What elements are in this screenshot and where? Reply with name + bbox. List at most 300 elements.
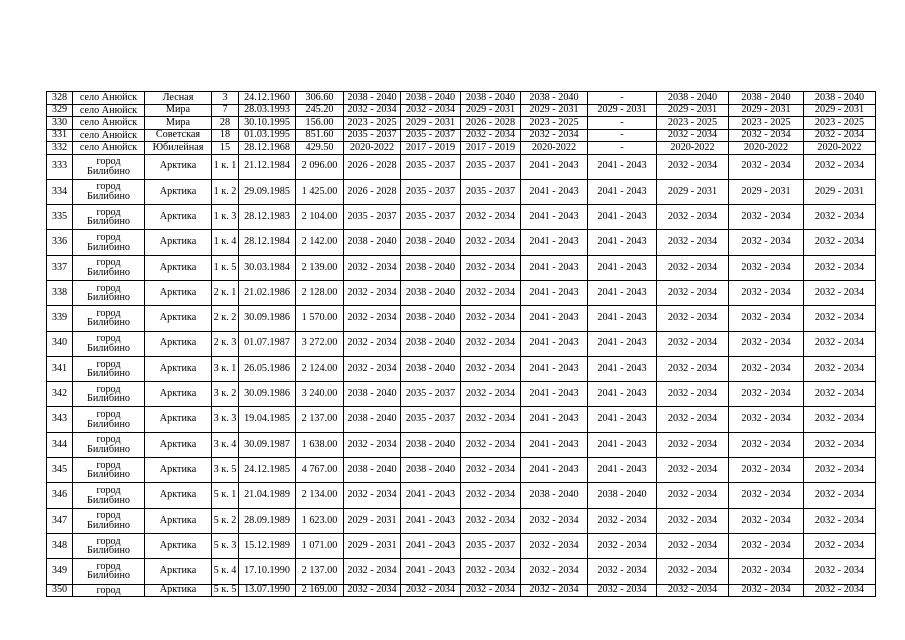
row-number-cell: 350	[47, 584, 73, 597]
house-number-cell: 5 к. 4	[212, 559, 239, 584]
table-row	[47, 533, 876, 558]
table-row	[47, 508, 876, 533]
repair-period-cell-4: 2020-2022	[521, 142, 588, 155]
repair-period-cell-8: 2032 - 2034	[804, 230, 876, 255]
house-number-cell: 5 к. 3	[212, 533, 239, 558]
repair-period-cell-8: 2032 - 2034	[804, 356, 876, 381]
settlement-cell: село Анюйск	[73, 129, 145, 142]
street-cell: Арктика	[145, 331, 212, 356]
repair-period-cell-3: 2032 - 2034	[461, 407, 521, 432]
repair-period-cell-5: 2041 - 2043	[588, 458, 657, 483]
document-page	[46, 91, 876, 597]
house-number-cell: 2 к. 1	[212, 280, 239, 305]
table-row	[47, 382, 876, 407]
repair-period-cell-4: 2032 - 2034	[521, 508, 588, 533]
repair-period-cell-5: -	[588, 142, 657, 155]
repair-period-cell-4: 2032 - 2034	[521, 559, 588, 584]
row-number-cell: 340	[47, 331, 73, 356]
repair-period-cell-4: 2032 - 2034	[521, 533, 588, 558]
row-number-cell: 333	[47, 154, 73, 179]
repair-period-cell-5: 2041 - 2043	[588, 432, 657, 457]
commissioning-date-cell: 21.12.1984	[239, 154, 296, 179]
repair-period-cell-2: 2032 - 2034	[401, 584, 461, 597]
table-row	[47, 584, 876, 597]
row-number-cell: 335	[47, 205, 73, 230]
repair-period-cell-7: 2032 - 2034	[729, 559, 804, 584]
repair-period-cell-1: 2032 - 2034	[344, 559, 401, 584]
area-cell: 2 137.00	[296, 559, 344, 584]
repair-period-cell-6: 2032 - 2034	[657, 483, 729, 508]
area-cell: 1 623.00	[296, 508, 344, 533]
repair-period-cell-8: 2032 - 2034	[804, 154, 876, 179]
repair-period-cell-3: 2032 - 2034	[461, 255, 521, 280]
repair-period-cell-7: 2032 - 2034	[729, 432, 804, 457]
repair-period-cell-7: 2038 - 2040	[729, 92, 804, 105]
repair-period-cell-8: 2032 - 2034	[804, 508, 876, 533]
repair-period-cell-8: 2032 - 2034	[804, 432, 876, 457]
repair-period-cell-8: 2032 - 2034	[804, 255, 876, 280]
repair-period-cell-1: 2032 - 2034	[344, 104, 401, 117]
repair-period-cell-5: 2041 - 2043	[588, 205, 657, 230]
repair-period-cell-3: 2032 - 2034	[461, 559, 521, 584]
repair-period-cell-8: 2020-2022	[804, 142, 876, 155]
repair-period-cell-7: 2032 - 2034	[729, 331, 804, 356]
repair-period-cell-7: 2032 - 2034	[729, 129, 804, 142]
house-number-cell: 1 к. 4	[212, 230, 239, 255]
area-cell: 1 570.00	[296, 306, 344, 331]
house-number-cell: 3	[212, 92, 239, 105]
repair-period-cell-5: -	[588, 129, 657, 142]
repair-period-cell-5: 2041 - 2043	[588, 154, 657, 179]
repair-period-cell-4: 2041 - 2043	[521, 407, 588, 432]
commissioning-date-cell: 15.12.1989	[239, 533, 296, 558]
commissioning-date-cell: 28.12.1984	[239, 230, 296, 255]
repair-period-cell-7: 2029 - 2031	[729, 179, 804, 204]
repair-period-cell-6: 2029 - 2031	[657, 104, 729, 117]
area-cell: 2 128.00	[296, 280, 344, 305]
repair-period-cell-8: 2023 - 2025	[804, 117, 876, 130]
repair-period-cell-6: 2032 - 2034	[657, 382, 729, 407]
settlement-cell: село Анюйск	[73, 117, 145, 130]
repair-period-cell-1: 2032 - 2034	[344, 331, 401, 356]
area-cell: 2 096.00	[296, 154, 344, 179]
table-row	[47, 104, 876, 117]
repair-period-cell-1: 2038 - 2040	[344, 230, 401, 255]
street-cell: Арктика	[145, 280, 212, 305]
repair-period-cell-6: 2032 - 2034	[657, 154, 729, 179]
repair-period-cell-4: 2041 - 2043	[521, 382, 588, 407]
house-number-cell: 3 к. 4	[212, 432, 239, 457]
table-row	[47, 142, 876, 155]
area-cell: 851.60	[296, 129, 344, 142]
repair-period-cell-5: 2029 - 2031	[588, 104, 657, 117]
row-number-cell: 332	[47, 142, 73, 155]
street-cell: Арктика	[145, 356, 212, 381]
house-number-cell: 1 к. 5	[212, 255, 239, 280]
repair-period-cell-4: 2032 - 2034	[521, 129, 588, 142]
repair-period-cell-3: 2029 - 2031	[461, 104, 521, 117]
settlement-cell: город Билибино	[73, 356, 145, 381]
repair-period-cell-2: 2029 - 2031	[401, 117, 461, 130]
repair-period-cell-4: 2041 - 2043	[521, 331, 588, 356]
repair-period-cell-3: 2017 - 2019	[461, 142, 521, 155]
repair-period-cell-8: 2032 - 2034	[804, 331, 876, 356]
repair-period-cell-1: 2035 - 2037	[344, 205, 401, 230]
row-number-cell: 329	[47, 104, 73, 117]
street-cell: Арктика	[145, 584, 212, 597]
commissioning-date-cell: 24.12.1960	[239, 92, 296, 105]
repair-period-cell-6: 2032 - 2034	[657, 129, 729, 142]
repair-period-cell-8: 2029 - 2031	[804, 104, 876, 117]
row-number-cell: 339	[47, 306, 73, 331]
repair-period-cell-3: 2032 - 2034	[461, 508, 521, 533]
table-row	[47, 92, 876, 105]
repair-period-cell-5: 2041 - 2043	[588, 331, 657, 356]
repair-period-cell-1: 2032 - 2034	[344, 306, 401, 331]
settlement-cell: город Билибино	[73, 407, 145, 432]
area-cell: 1 071.00	[296, 533, 344, 558]
repair-period-cell-5: 2032 - 2034	[588, 559, 657, 584]
repair-period-cell-6: 2032 - 2034	[657, 533, 729, 558]
repair-period-cell-4: 2041 - 2043	[521, 458, 588, 483]
repair-period-cell-1: 2038 - 2040	[344, 92, 401, 105]
repair-period-cell-5: -	[588, 117, 657, 130]
repair-period-cell-5: 2041 - 2043	[588, 230, 657, 255]
repair-period-cell-3: 2035 - 2037	[461, 179, 521, 204]
repair-period-cell-8: 2032 - 2034	[804, 306, 876, 331]
repair-period-cell-1: 2020-2022	[344, 142, 401, 155]
repair-period-cell-5: 2041 - 2043	[588, 255, 657, 280]
row-number-cell: 331	[47, 129, 73, 142]
repair-period-cell-2: 2041 - 2043	[401, 483, 461, 508]
repair-period-cell-2: 2041 - 2043	[401, 533, 461, 558]
repair-period-cell-1: 2026 - 2028	[344, 154, 401, 179]
repair-period-cell-4: 2041 - 2043	[521, 306, 588, 331]
table-body	[47, 92, 876, 597]
street-cell: Арктика	[145, 382, 212, 407]
repair-period-cell-6: 2023 - 2025	[657, 117, 729, 130]
row-number-cell: 343	[47, 407, 73, 432]
repair-period-cell-5: 2041 - 2043	[588, 407, 657, 432]
repair-period-cell-2: 2035 - 2037	[401, 179, 461, 204]
commissioning-date-cell: 21.02.1986	[239, 280, 296, 305]
repair-period-cell-2: 2038 - 2040	[401, 331, 461, 356]
street-cell: Лесная	[145, 92, 212, 105]
area-cell: 245.20	[296, 104, 344, 117]
repair-period-cell-6: 2032 - 2034	[657, 230, 729, 255]
repair-period-cell-2: 2035 - 2037	[401, 154, 461, 179]
settlement-cell: город Билибино	[73, 533, 145, 558]
repair-period-cell-7: 2029 - 2031	[729, 104, 804, 117]
repair-period-cell-3: 2032 - 2034	[461, 382, 521, 407]
repair-period-cell-7: 2032 - 2034	[729, 407, 804, 432]
area-cell: 306.60	[296, 92, 344, 105]
repair-period-cell-5: 2041 - 2043	[588, 280, 657, 305]
repair-period-cell-6: 2032 - 2034	[657, 356, 729, 381]
repair-period-cell-8: 2032 - 2034	[804, 559, 876, 584]
settlement-cell: город Билибино	[73, 154, 145, 179]
repair-period-cell-6: 2032 - 2034	[657, 584, 729, 597]
street-cell: Арктика	[145, 205, 212, 230]
street-cell: Арктика	[145, 432, 212, 457]
table-row	[47, 230, 876, 255]
repair-period-cell-8: 2029 - 2031	[804, 179, 876, 204]
house-number-cell: 1 к. 3	[212, 205, 239, 230]
table-row	[47, 407, 876, 432]
settlement-cell: город Билибино	[73, 280, 145, 305]
settlement-cell: город Билибино	[73, 559, 145, 584]
repair-period-cell-5: 2041 - 2043	[588, 356, 657, 381]
area-cell: 2 124.00	[296, 356, 344, 381]
repair-period-cell-1: 2038 - 2040	[344, 458, 401, 483]
street-cell: Арктика	[145, 179, 212, 204]
house-number-cell: 2 к. 3	[212, 331, 239, 356]
repair-period-cell-8: 2032 - 2034	[804, 280, 876, 305]
repair-period-cell-7: 2032 - 2034	[729, 508, 804, 533]
commissioning-date-cell: 30.09.1986	[239, 306, 296, 331]
repair-period-cell-3: 2026 - 2028	[461, 117, 521, 130]
area-cell: 4 767.00	[296, 458, 344, 483]
table-row	[47, 306, 876, 331]
repair-period-cell-8: 2032 - 2034	[804, 382, 876, 407]
house-number-cell: 7	[212, 104, 239, 117]
settlement-cell: город Билибино	[73, 432, 145, 457]
repair-period-cell-6: 2020-2022	[657, 142, 729, 155]
street-cell: Арктика	[145, 230, 212, 255]
repair-period-cell-2: 2041 - 2043	[401, 508, 461, 533]
repair-period-cell-2: 2035 - 2037	[401, 129, 461, 142]
house-number-cell: 3 к. 3	[212, 407, 239, 432]
row-number-cell: 342	[47, 382, 73, 407]
repair-period-cell-3: 2038 - 2040	[461, 92, 521, 105]
house-number-cell: 5 к. 1	[212, 483, 239, 508]
settlement-cell: город Билибино	[73, 179, 145, 204]
repair-period-cell-1: 2032 - 2034	[344, 584, 401, 597]
repair-period-cell-7: 2032 - 2034	[729, 280, 804, 305]
commissioning-date-cell: 01.07.1987	[239, 331, 296, 356]
repair-period-cell-6: 2032 - 2034	[657, 205, 729, 230]
settlement-cell: город Билибино	[73, 382, 145, 407]
repair-period-cell-2: 2038 - 2040	[401, 280, 461, 305]
commissioning-date-cell: 29.09.1985	[239, 179, 296, 204]
table-row	[47, 356, 876, 381]
repair-period-cell-5: -	[588, 92, 657, 105]
area-cell: 3 240.00	[296, 382, 344, 407]
house-number-cell: 15	[212, 142, 239, 155]
street-cell: Мира	[145, 104, 212, 117]
area-cell: 2 104.00	[296, 205, 344, 230]
street-cell: Арктика	[145, 483, 212, 508]
repair-period-cell-6: 2032 - 2034	[657, 432, 729, 457]
repair-period-cell-1: 2032 - 2034	[344, 432, 401, 457]
street-cell: Арктика	[145, 458, 212, 483]
area-cell: 2 142.00	[296, 230, 344, 255]
street-cell: Арктика	[145, 154, 212, 179]
commissioning-date-cell: 19.04.1985	[239, 407, 296, 432]
repair-period-cell-2: 2032 - 2034	[401, 104, 461, 117]
table-row	[47, 255, 876, 280]
commissioning-date-cell: 30.10.1995	[239, 117, 296, 130]
repair-period-cell-7: 2032 - 2034	[729, 382, 804, 407]
repair-period-cell-3: 2032 - 2034	[461, 458, 521, 483]
table-row	[47, 129, 876, 142]
repair-period-cell-3: 2032 - 2034	[461, 432, 521, 457]
row-number-cell: 349	[47, 559, 73, 584]
settlement-cell: город Билибино	[73, 205, 145, 230]
repair-period-cell-7: 2032 - 2034	[729, 483, 804, 508]
street-cell: Арктика	[145, 508, 212, 533]
repair-period-cell-6: 2032 - 2034	[657, 255, 729, 280]
repair-period-cell-8: 2032 - 2034	[804, 584, 876, 597]
street-cell: Арктика	[145, 306, 212, 331]
repair-period-cell-6: 2032 - 2034	[657, 508, 729, 533]
house-number-cell: 28	[212, 117, 239, 130]
repair-period-cell-8: 2032 - 2034	[804, 483, 876, 508]
repair-period-cell-7: 2032 - 2034	[729, 458, 804, 483]
repair-period-cell-2: 2035 - 2037	[401, 205, 461, 230]
repair-period-cell-5: 2032 - 2034	[588, 533, 657, 558]
area-cell: 2 169.00	[296, 584, 344, 597]
table-row	[47, 559, 876, 584]
commissioning-date-cell: 30.09.1987	[239, 432, 296, 457]
commissioning-date-cell: 17.10.1990	[239, 559, 296, 584]
settlement-cell: город Билибино	[73, 458, 145, 483]
repair-period-cell-4: 2041 - 2043	[521, 179, 588, 204]
table-row	[47, 117, 876, 130]
row-number-cell: 330	[47, 117, 73, 130]
row-number-cell: 334	[47, 179, 73, 204]
repair-period-cell-7: 2032 - 2034	[729, 255, 804, 280]
repair-period-cell-2: 2038 - 2040	[401, 458, 461, 483]
repair-period-cell-3: 2032 - 2034	[461, 129, 521, 142]
row-number-cell: 341	[47, 356, 73, 381]
repair-period-cell-2: 2038 - 2040	[401, 356, 461, 381]
repair-period-cell-7: 2032 - 2034	[729, 205, 804, 230]
repair-period-cell-4: 2029 - 2031	[521, 104, 588, 117]
area-cell: 1 638.00	[296, 432, 344, 457]
repair-period-cell-7: 2032 - 2034	[729, 356, 804, 381]
street-cell: Советская	[145, 129, 212, 142]
commissioning-date-cell: 01.03.1995	[239, 129, 296, 142]
repair-period-cell-1: 2035 - 2037	[344, 129, 401, 142]
repair-period-cell-3: 2032 - 2034	[461, 230, 521, 255]
table-row	[47, 205, 876, 230]
area-cell: 156.00	[296, 117, 344, 130]
repair-period-cell-7: 2020-2022	[729, 142, 804, 155]
commissioning-date-cell: 28.12.1968	[239, 142, 296, 155]
repair-period-cell-3: 2032 - 2034	[461, 356, 521, 381]
commissioning-date-cell: 28.03.1993	[239, 104, 296, 117]
row-number-cell: 337	[47, 255, 73, 280]
commissioning-date-cell: 28.12.1983	[239, 205, 296, 230]
repair-period-cell-3: 2035 - 2037	[461, 533, 521, 558]
repair-period-cell-2: 2038 - 2040	[401, 92, 461, 105]
repair-period-cell-2: 2035 - 2037	[401, 382, 461, 407]
commissioning-date-cell: 13.07.1990	[239, 584, 296, 597]
repair-period-cell-8: 2032 - 2034	[804, 129, 876, 142]
repair-period-cell-7: 2032 - 2034	[729, 230, 804, 255]
repair-period-cell-4: 2041 - 2043	[521, 432, 588, 457]
commissioning-date-cell: 28.09.1989	[239, 508, 296, 533]
street-cell: Арктика	[145, 533, 212, 558]
repair-period-cell-8: 2032 - 2034	[804, 205, 876, 230]
table-row	[47, 179, 876, 204]
area-cell: 2 137.00	[296, 407, 344, 432]
table-row	[47, 154, 876, 179]
repair-period-cell-2: 2038 - 2040	[401, 432, 461, 457]
street-cell: Мира	[145, 117, 212, 130]
house-number-cell: 3 к. 1	[212, 356, 239, 381]
repair-period-cell-7: 2032 - 2034	[729, 154, 804, 179]
settlement-cell: село Анюйск	[73, 142, 145, 155]
repair-period-cell-4: 2041 - 2043	[521, 280, 588, 305]
settlement-cell: город Билибино	[73, 331, 145, 356]
repair-period-cell-3: 2032 - 2034	[461, 331, 521, 356]
repair-period-cell-8: 2032 - 2034	[804, 458, 876, 483]
settlement-cell: город Билибино	[73, 255, 145, 280]
repair-period-cell-3: 2032 - 2034	[461, 584, 521, 597]
repair-period-cell-2: 2041 - 2043	[401, 559, 461, 584]
area-cell: 2 134.00	[296, 483, 344, 508]
repair-period-cell-6: 2038 - 2040	[657, 92, 729, 105]
house-number-cell: 5 к. 2	[212, 508, 239, 533]
house-number-cell: 2 к. 2	[212, 306, 239, 331]
repair-period-cell-4: 2041 - 2043	[521, 205, 588, 230]
repair-period-cell-1: 2029 - 2031	[344, 533, 401, 558]
repair-period-cell-8: 2032 - 2034	[804, 533, 876, 558]
commissioning-date-cell: 30.09.1986	[239, 382, 296, 407]
repair-period-cell-2: 2017 - 2019	[401, 142, 461, 155]
area-cell: 3 272.00	[296, 331, 344, 356]
house-number-cell: 1 к. 1	[212, 154, 239, 179]
commissioning-date-cell: 24.12.1985	[239, 458, 296, 483]
row-number-cell: 345	[47, 458, 73, 483]
commissioning-date-cell: 30.03.1984	[239, 255, 296, 280]
repair-period-cell-6: 2032 - 2034	[657, 331, 729, 356]
repair-period-cell-5: 2038 - 2040	[588, 483, 657, 508]
repair-period-cell-1: 2026 - 2028	[344, 179, 401, 204]
street-cell: Арктика	[145, 255, 212, 280]
repair-period-cell-2: 2038 - 2040	[401, 230, 461, 255]
repair-period-cell-8: 2038 - 2040	[804, 92, 876, 105]
repair-period-cell-5: 2041 - 2043	[588, 306, 657, 331]
repair-period-cell-3: 2032 - 2034	[461, 483, 521, 508]
repair-period-cell-4: 2038 - 2040	[521, 483, 588, 508]
house-number-cell: 3 к. 2	[212, 382, 239, 407]
repair-period-cell-6: 2032 - 2034	[657, 407, 729, 432]
settlement-cell: село Анюйск	[73, 104, 145, 117]
repair-period-cell-4: 2041 - 2043	[521, 356, 588, 381]
repair-period-cell-1: 2032 - 2034	[344, 483, 401, 508]
row-number-cell: 344	[47, 432, 73, 457]
house-number-cell: 18	[212, 129, 239, 142]
street-cell: Арктика	[145, 559, 212, 584]
settlement-cell: город Билибино	[73, 230, 145, 255]
repair-period-cell-1: 2029 - 2031	[344, 508, 401, 533]
repair-period-cell-3: 2035 - 2037	[461, 154, 521, 179]
repair-period-cell-5: 2032 - 2034	[588, 584, 657, 597]
table-row	[47, 458, 876, 483]
repair-period-cell-5: 2032 - 2034	[588, 508, 657, 533]
row-number-cell: 336	[47, 230, 73, 255]
repair-period-cell-4: 2041 - 2043	[521, 255, 588, 280]
repair-period-cell-2: 2038 - 2040	[401, 255, 461, 280]
repair-period-cell-4: 2041 - 2043	[521, 230, 588, 255]
area-cell: 2 139.00	[296, 255, 344, 280]
street-cell: Арктика	[145, 407, 212, 432]
house-number-cell: 5 к. 5	[212, 584, 239, 597]
repair-period-cell-3: 2032 - 2034	[461, 280, 521, 305]
